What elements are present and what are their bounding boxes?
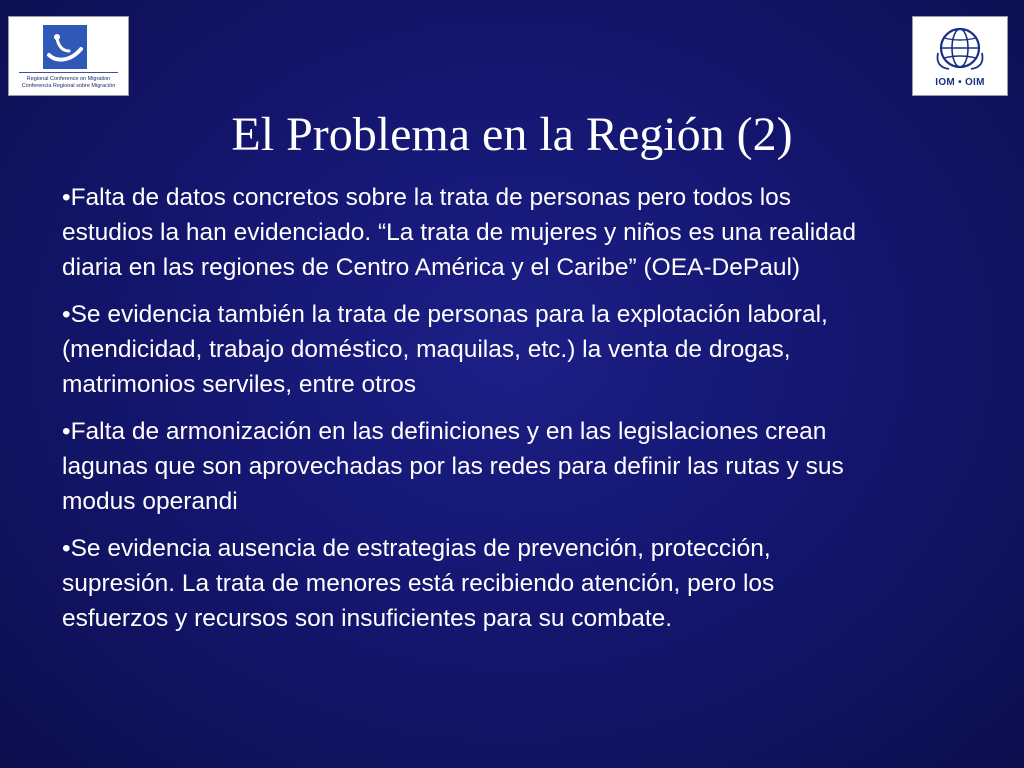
bullet-item-1: •Falta de datos concretos sobre la trata de personas pero todos los estudios la han evidenciado. “La trata de mujeres y niños es una realidad diaria en las regiones de Centro América y el Caribe” (OEA-DePaul) bbox=[62, 184, 857, 281]
bullet-item-4: •Se evidencia ausencia de estrategias de prevención, protección, supresión. La trata de menores está recibiendo atención, pero los esfuerzos y recursos son insuficientes para su combate. bbox=[62, 535, 775, 632]
logo-caption-spanish: Conferencia Regional sobre Migración bbox=[21, 83, 116, 89]
bullet-item-3: •Falta de armonización en las definiciones y en las legislaciones crean lagunas que son aprovechadas por las redes para definir las rutas y sus modus operandi bbox=[62, 418, 844, 515]
logo-caption-english: Regional Conference on Migration bbox=[26, 76, 111, 82]
slide-title: El Problema en la Región (2) bbox=[231, 108, 793, 161]
logo-divider bbox=[19, 72, 118, 73]
bullet-list bbox=[62, 180, 992, 648]
regional-conference-logo bbox=[8, 16, 129, 96]
bullet-item-2: •Se evidencia también la trata de personas para la explotación laboral, (mendicidad, trabajo doméstico, maquilas, etc.) la venta de drogas, matrimonios serviles, entre otros bbox=[62, 301, 828, 398]
iom-logo-text: IOM • OIM bbox=[935, 77, 985, 88]
iom-logo bbox=[912, 16, 1008, 96]
iom-globe-icon bbox=[935, 23, 985, 73]
rcm-emblem-icon bbox=[43, 25, 87, 69]
